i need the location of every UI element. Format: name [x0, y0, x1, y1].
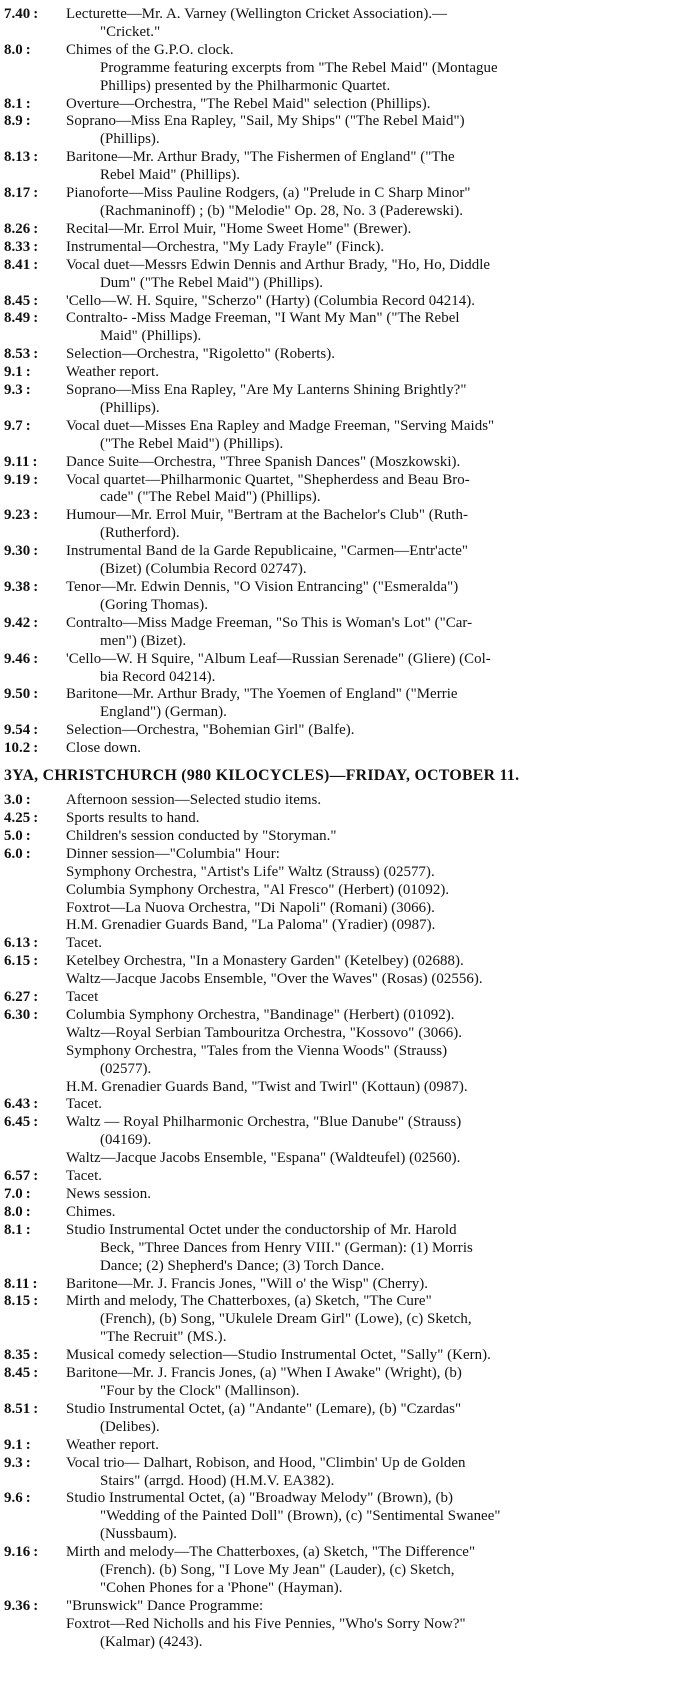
programme-entry: [0, 810, 700, 828]
entry-time: 8.53 :: [0, 346, 66, 364]
programme-entry: [0, 1096, 700, 1114]
entry-line: Children's session conducted by "Storyman.": [66, 827, 337, 844]
programme-entry: [0, 615, 700, 651]
programme-entry: [0, 828, 700, 846]
entry-time: 4.25 :: [0, 810, 66, 828]
entry-line: Soprano—Miss Ena Rapley, "Sail, My Ships" ("The Rebel Maid"): [66, 113, 465, 130]
entry-line: bia Record 04214).: [100, 668, 216, 685]
programme-entry: [0, 651, 700, 687]
entry-time: 6.0 :: [0, 846, 66, 936]
programme-entry: [0, 257, 700, 293]
entry-description: [66, 1490, 700, 1544]
programme-entry: [0, 722, 700, 740]
entry-time: 9.38 :: [0, 579, 66, 615]
entry-line: (Phillips).: [100, 399, 160, 416]
entry-line: Baritone—Mr. Arthur Brady, "The Fishermen of England" ("The: [66, 149, 455, 166]
entry-line: Baritone—Mr. Arthur Brady, "The Yoemen of England" ("Merrie: [66, 686, 458, 703]
entry-time: 6.27 :: [0, 989, 66, 1007]
entry-description: [66, 507, 700, 543]
entry-description: [66, 1455, 700, 1491]
programme-entry: [0, 1276, 700, 1294]
entry-line: Tenor—Mr. Edwin Dennis, "O Vision Entrancing" ("Esmeralda"): [66, 579, 459, 595]
entry-time: 8.15 :: [0, 1293, 66, 1347]
entry-time: 8.13 :: [0, 149, 66, 185]
entry-line: Instrumental Band de la Garde Republicaine, "Carmen—Entr'acte": [66, 543, 469, 560]
entry-time: 7.40 :: [0, 6, 66, 42]
entry-line: Recital—Mr. Errol Muir, "Home Sweet Home" (Brewer).: [66, 220, 412, 237]
entry-line: (04169).: [100, 1132, 152, 1149]
entry-line: Studio Instrumental Octet under the conductorship of Mr. Harold: [66, 1221, 457, 1238]
entry-time: 8.17 :: [0, 185, 66, 221]
entry-description: [66, 1598, 700, 1652]
programme-entry: [0, 579, 700, 615]
entry-description: [66, 846, 700, 936]
entry-line: Tacet.: [66, 1168, 103, 1185]
entry-time: 9.7 :: [0, 418, 66, 454]
entry-time: 8.45 :: [0, 293, 66, 311]
entry-time: 9.50 :: [0, 686, 66, 722]
entry-line: Sports results to hand.: [66, 809, 200, 826]
entry-line: (Rachmaninoff) ; (b) "Melodie" Op. 28, No. 3 (Paderewski).: [100, 202, 463, 219]
entry-line: Humour—Mr. Errol Muir, "Bertram at the Bachelor's Club" (Ruth-: [66, 507, 468, 524]
entry-description: [66, 382, 700, 418]
entry-line: Dinner session—"Columbia" Hour:: [66, 845, 280, 862]
entry-line: Pianoforte—Miss Pauline Rodgers, (a) "Prelude in C Sharp Minor": [66, 185, 471, 202]
programme-entry: [0, 1222, 700, 1276]
entry-line: Maid" (Phillips).: [100, 328, 202, 345]
programme-entry: [0, 1437, 700, 1455]
entry-description: [66, 579, 700, 615]
entry-line: (Rutherford).: [100, 525, 180, 542]
entry-time: 8.9 :: [0, 113, 66, 149]
entry-line: (French), (b) Song, "Ukulele Dream Girl" (Lowe), (c) Sketch,: [100, 1311, 472, 1328]
entry-time: 8.0 :: [0, 1204, 66, 1222]
entry-subline: Foxtrot—La Nuova Orchestra, "Di Napoli" (Romani) (3066).: [66, 899, 435, 916]
entry-description: [66, 1293, 700, 1347]
entry-time: 8.0 :: [0, 42, 66, 96]
entry-line: Vocal duet—Messrs Edwin Dennis and Arthur Brady, "Ho, Ho, Diddle: [66, 256, 491, 273]
entry-description: [66, 935, 700, 953]
entry-time: 6.57 :: [0, 1168, 66, 1186]
programme-entry: [0, 418, 700, 454]
entry-subline: Symphony Orchestra, "Artist's Life" Waltz (Strauss) (02577).: [66, 863, 435, 880]
entry-description: [66, 828, 700, 846]
programme-entry: [0, 1168, 700, 1186]
entry-time: 7.0 :: [0, 1186, 66, 1204]
entry-line: men") (Bizet).: [100, 632, 187, 649]
programme-entry: [0, 1204, 700, 1222]
entry-time: 8.49 :: [0, 310, 66, 346]
entry-line: "Brunswick" Dance Programme:: [66, 1597, 264, 1614]
entry-time: 9.54 :: [0, 722, 66, 740]
entry-time: 8.1 :: [0, 1222, 66, 1276]
entry-subline: Columbia Symphony Orchestra, "Al Fresco" (Herbert) (01092).: [66, 881, 450, 898]
entry-line: 'Cello—W. H Squire, "Album Leaf—Russian Serenade" (Gliere) (Col-: [66, 650, 491, 667]
entry-subline: (02577).: [100, 1060, 152, 1077]
entry-description: [66, 1168, 700, 1186]
programme-entry: [0, 935, 700, 953]
entry-description: [66, 1347, 700, 1365]
entry-subline: Waltz—Royal Serbian Tambouritza Orchestra, "Kossovo" (3066).: [66, 1024, 462, 1041]
entry-description: [66, 149, 700, 185]
programme-entry: [0, 310, 700, 346]
programme-entry: [0, 989, 700, 1007]
entry-line: Baritone—Mr. J. Francis Jones, (a) "When I Awake" (Wright), (b): [66, 1365, 462, 1382]
entry-line: Rebel Maid" (Phillips).: [100, 167, 240, 184]
entry-time: 8.45 :: [0, 1365, 66, 1401]
programme-entry: [0, 346, 700, 364]
programme-entry: [0, 364, 700, 382]
entry-description: [66, 96, 700, 114]
entry-description: [66, 113, 700, 149]
entry-subline: Foxtrot—Red Nicholls and his Five Pennies, "Who's Sorry Now?": [66, 1615, 466, 1632]
entry-description: [66, 1114, 700, 1168]
entry-description: [66, 543, 700, 579]
entry-time: 9.3 :: [0, 1455, 66, 1491]
programme-entry: [0, 1007, 700, 1097]
entry-time: 6.45 :: [0, 1114, 66, 1168]
entry-time: 8.41 :: [0, 257, 66, 293]
entry-line: cade" ("The Rebel Maid") (Phillips).: [100, 489, 321, 506]
entry-line: Selection—Orchestra, "Bohemian Girl" (Balfe).: [66, 722, 355, 739]
entry-line: Programme featuring excerpts from "The Rebel Maid" (Montague: [100, 59, 498, 76]
entry-line: Contralto—Miss Madge Freeman, "So This is Woman's Lot" ("Car-: [66, 614, 473, 631]
entry-description: [66, 651, 700, 687]
entry-line: 'Cello—W. H. Squire, "Scherzo" (Harty) (Columbia Record 04214).: [66, 292, 476, 309]
entry-time: 8.33 :: [0, 239, 66, 257]
entry-line: (Delibes).: [100, 1418, 160, 1435]
entry-line: Close down.: [66, 740, 142, 757]
entry-subline: Waltz—Jacque Jacobs Ensemble, "Over the Waves" (Rosas) (02556).: [66, 971, 483, 988]
programme-entry: [0, 1347, 700, 1365]
entry-time: 10.2 :: [0, 740, 66, 758]
entry-description: [66, 310, 700, 346]
entry-line: "Cricket.": [100, 23, 161, 40]
programme-entry: [0, 1598, 700, 1652]
entry-description: [66, 615, 700, 651]
entry-line: Afternoon session—Selected studio items.: [66, 792, 322, 809]
entry-description: [66, 1365, 700, 1401]
entry-line: (Nussbaum).: [100, 1526, 178, 1543]
entry-line: Baritone—Mr. J. Francis Jones, "Will o' the Wisp" (Cherry).: [66, 1275, 429, 1292]
entry-line: Vocal duet—Misses Ena Rapley and Madge Freeman, "Serving Maids": [66, 417, 495, 434]
entry-line: Columbia Symphony Orchestra, "Bandinage" (Herbert) (01092).: [66, 1006, 455, 1023]
entry-time: 9.46 :: [0, 651, 66, 687]
entry-line: Dance Suite—Orchestra, "Three Spanish Dances" (Moszkowski).: [66, 453, 461, 470]
entry-line: News session.: [66, 1186, 152, 1202]
entry-time: 6.30 :: [0, 1007, 66, 1097]
entry-time: 9.1 :: [0, 364, 66, 382]
programme-entry: [0, 149, 700, 185]
entry-line: Studio Instrumental Octet, (a) "Andante" (Lemare), (b) "Czardas": [66, 1400, 462, 1417]
entry-time: 3.0 :: [0, 792, 66, 810]
programme-entry: [0, 454, 700, 472]
entry-line: ("The Rebel Maid") (Phillips).: [100, 435, 284, 452]
entry-description: [66, 1276, 700, 1294]
entry-line: Contralto- -Miss Madge Freeman, "I Want My Man" ("The Rebel: [66, 310, 460, 327]
entry-line: Dance; (2) Shepherd's Dance; (3) Torch Dance.: [100, 1257, 385, 1274]
programme-section-christchurch: [0, 792, 700, 1652]
entry-time: 6.43 :: [0, 1096, 66, 1114]
entry-time: 6.13 :: [0, 935, 66, 953]
entry-description: [66, 1204, 700, 1222]
programme-entry: [0, 507, 700, 543]
entry-time: 8.11 :: [0, 1276, 66, 1294]
entry-description: [66, 953, 700, 989]
entry-subline: Waltz—Jacque Jacobs Ensemble, "Espana" (Waldteufel) (02560).: [66, 1150, 461, 1167]
entry-description: [66, 810, 700, 828]
entry-line: Weather report.: [66, 1436, 159, 1453]
station-heading: 3YA, CHRISTCHURCH (980 KILOCYCLES)—FRIDAY, OCTOBER 11.: [4, 767, 520, 785]
entry-line: "Cohen Phones for a 'Phone" (Hayman).: [100, 1579, 343, 1596]
entry-description: [66, 1401, 700, 1437]
entry-line: Tacet.: [66, 1096, 103, 1113]
programme-entry: [0, 953, 700, 989]
programme-section-wellington: [0, 6, 700, 758]
entry-line: Vocal quartet—Philharmonic Quartet, "Shepherdess and Beau Bro-: [66, 471, 470, 488]
entry-line: Tacet.: [66, 935, 103, 952]
programme-entry: [0, 185, 700, 221]
entry-description: [66, 364, 700, 382]
entry-time: 9.11 :: [0, 454, 66, 472]
entry-description: [66, 346, 700, 364]
entry-description: [66, 1096, 700, 1114]
entry-line: Waltz — Royal Philharmonic Orchestra, "Blue Danube" (Strauss): [66, 1114, 462, 1131]
entry-subline: Symphony Orchestra, "Tales from the Vienna Woods" (Strauss): [66, 1042, 448, 1059]
entry-subline: (Kalmar) (4243).: [100, 1633, 203, 1650]
entry-description: [66, 740, 700, 758]
entry-description: [66, 1007, 700, 1097]
entry-description: [66, 239, 700, 257]
entry-line: Overture—Orchestra, "The Rebel Maid" selection (Phillips).: [66, 95, 431, 112]
programme-entry: [0, 1544, 700, 1598]
entry-time: 8.26 :: [0, 221, 66, 239]
entry-line: Studio Instrumental Octet, (a) "Broadway Melody" (Brown), (b): [66, 1490, 453, 1507]
entry-description: [66, 42, 700, 96]
entry-line: Chimes.: [66, 1203, 116, 1220]
entry-description: [66, 257, 700, 293]
programme-entry: [0, 792, 700, 810]
entry-time: 9.42 :: [0, 615, 66, 651]
entry-description: [66, 792, 700, 810]
entry-time: 8.51 :: [0, 1401, 66, 1437]
entry-time: 9.6 :: [0, 1490, 66, 1544]
programme-entry: [0, 740, 700, 758]
programme-entry: [0, 1455, 700, 1491]
entry-description: [66, 472, 700, 508]
entry-line: (Goring Thomas).: [100, 596, 209, 613]
programme-entry: [0, 113, 700, 149]
programme-entry: [0, 382, 700, 418]
programme-entry: [0, 1114, 700, 1168]
entry-line: "Four by the Clock" (Mallinson).: [100, 1382, 300, 1399]
entry-description: [66, 1437, 700, 1455]
entry-line: Instrumental—Orchestra, "My Lady Frayle" (Finck).: [66, 238, 385, 255]
programme-entry: [0, 1490, 700, 1544]
entry-time: 9.16 :: [0, 1544, 66, 1598]
entry-time: 5.0 :: [0, 828, 66, 846]
programme-entry: [0, 472, 700, 508]
entry-description: [66, 1186, 700, 1204]
entry-line: (Bizet) (Columbia Record 02747).: [100, 561, 307, 578]
entry-time: 9.3 :: [0, 382, 66, 418]
programme-entry: [0, 543, 700, 579]
entry-line: Tacet: [66, 989, 99, 1006]
entry-line: (French). (b) Song, "I Love My Jean" (Lauder), (c) Sketch,: [100, 1562, 455, 1579]
programme-entry: [0, 1186, 700, 1204]
entry-description: [66, 6, 700, 42]
entry-description: [66, 418, 700, 454]
entry-line: (Phillips).: [100, 131, 160, 148]
entry-description: [66, 1222, 700, 1276]
programme-entry: [0, 1293, 700, 1347]
entry-line: "Wedding of the Painted Doll" (Brown), (c) "Sentimental Swanee": [100, 1508, 501, 1525]
entry-line: "The Recruit" (MS.).: [100, 1329, 227, 1346]
entry-line: Chimes of the G.P.O. clock.: [66, 41, 234, 58]
entry-line: Selection—Orchestra, "Rigoletto" (Roberts).: [66, 346, 336, 363]
entry-line: Beck, "Three Dances from Henry VIII." (German): (1) Morris: [100, 1239, 473, 1256]
entry-line: Stairs" (arrgd. Hood) (H.M.V. EA382).: [100, 1472, 335, 1489]
entry-line: Soprano—Miss Ena Rapley, "Are My Lanterns Shining Brightly?": [66, 382, 467, 399]
entry-description: [66, 722, 700, 740]
entry-line: Dum" ("The Rebel Maid") (Phillips).: [100, 274, 324, 291]
entry-time: 8.35 :: [0, 1347, 66, 1365]
entry-description: [66, 185, 700, 221]
entry-line: Mirth and melody, The Chatterboxes, (a) Sketch, "The Cure": [66, 1293, 432, 1310]
entry-time: 8.1 :: [0, 96, 66, 114]
entry-description: [66, 221, 700, 239]
entry-line: Vocal trio— Dalhart, Robison, and Hood, "Climbin' Up de Golden: [66, 1454, 466, 1471]
entry-subline: H.M. Grenadier Guards Band, "La Paloma" (Yradier) (0987).: [66, 917, 436, 934]
entry-description: [66, 293, 700, 311]
entry-line: Phillips) presented by the Philharmonic Quartet.: [100, 77, 391, 94]
entry-line: Mirth and melody—The Chatterboxes, (a) Sketch, "The Difference": [66, 1544, 476, 1561]
entry-line: Ketelbey Orchestra, "In a Monastery Garden" (Ketelbey) (02688).: [66, 953, 464, 970]
programme-entry: [0, 293, 700, 311]
entry-line: Musical comedy selection—Studio Instrumental Octet, "Sally" (Kern).: [66, 1347, 491, 1364]
entry-description: [66, 686, 700, 722]
entry-time: 9.23 :: [0, 507, 66, 543]
entry-description: [66, 989, 700, 1007]
programme-entry: [0, 846, 700, 936]
entry-line: Lecturette—Mr. A. Varney (Wellington Cricket Association).—: [66, 6, 448, 22]
programme-entry: [0, 686, 700, 722]
programme-entry: [0, 1365, 700, 1401]
programme-entry: [0, 1401, 700, 1437]
entry-description: [66, 1544, 700, 1598]
entry-line: England") (German).: [100, 704, 227, 721]
entry-time: 9.36 :: [0, 1598, 66, 1652]
programme-entry: [0, 96, 700, 114]
programme-entry: [0, 42, 700, 96]
programme-entry: [0, 6, 700, 42]
programme-entry: [0, 221, 700, 239]
entry-subline: H.M. Grenadier Guards Band, "Twist and Twirl" (Kottaun) (0987).: [66, 1078, 468, 1095]
programme-entry: [0, 239, 700, 257]
entry-time: 6.15 :: [0, 953, 66, 989]
entry-line: Weather report.: [66, 364, 159, 381]
entry-description: [66, 454, 700, 472]
entry-time: 9.1 :: [0, 1437, 66, 1455]
entry-time: 9.19 :: [0, 472, 66, 508]
entry-time: 9.30 :: [0, 543, 66, 579]
